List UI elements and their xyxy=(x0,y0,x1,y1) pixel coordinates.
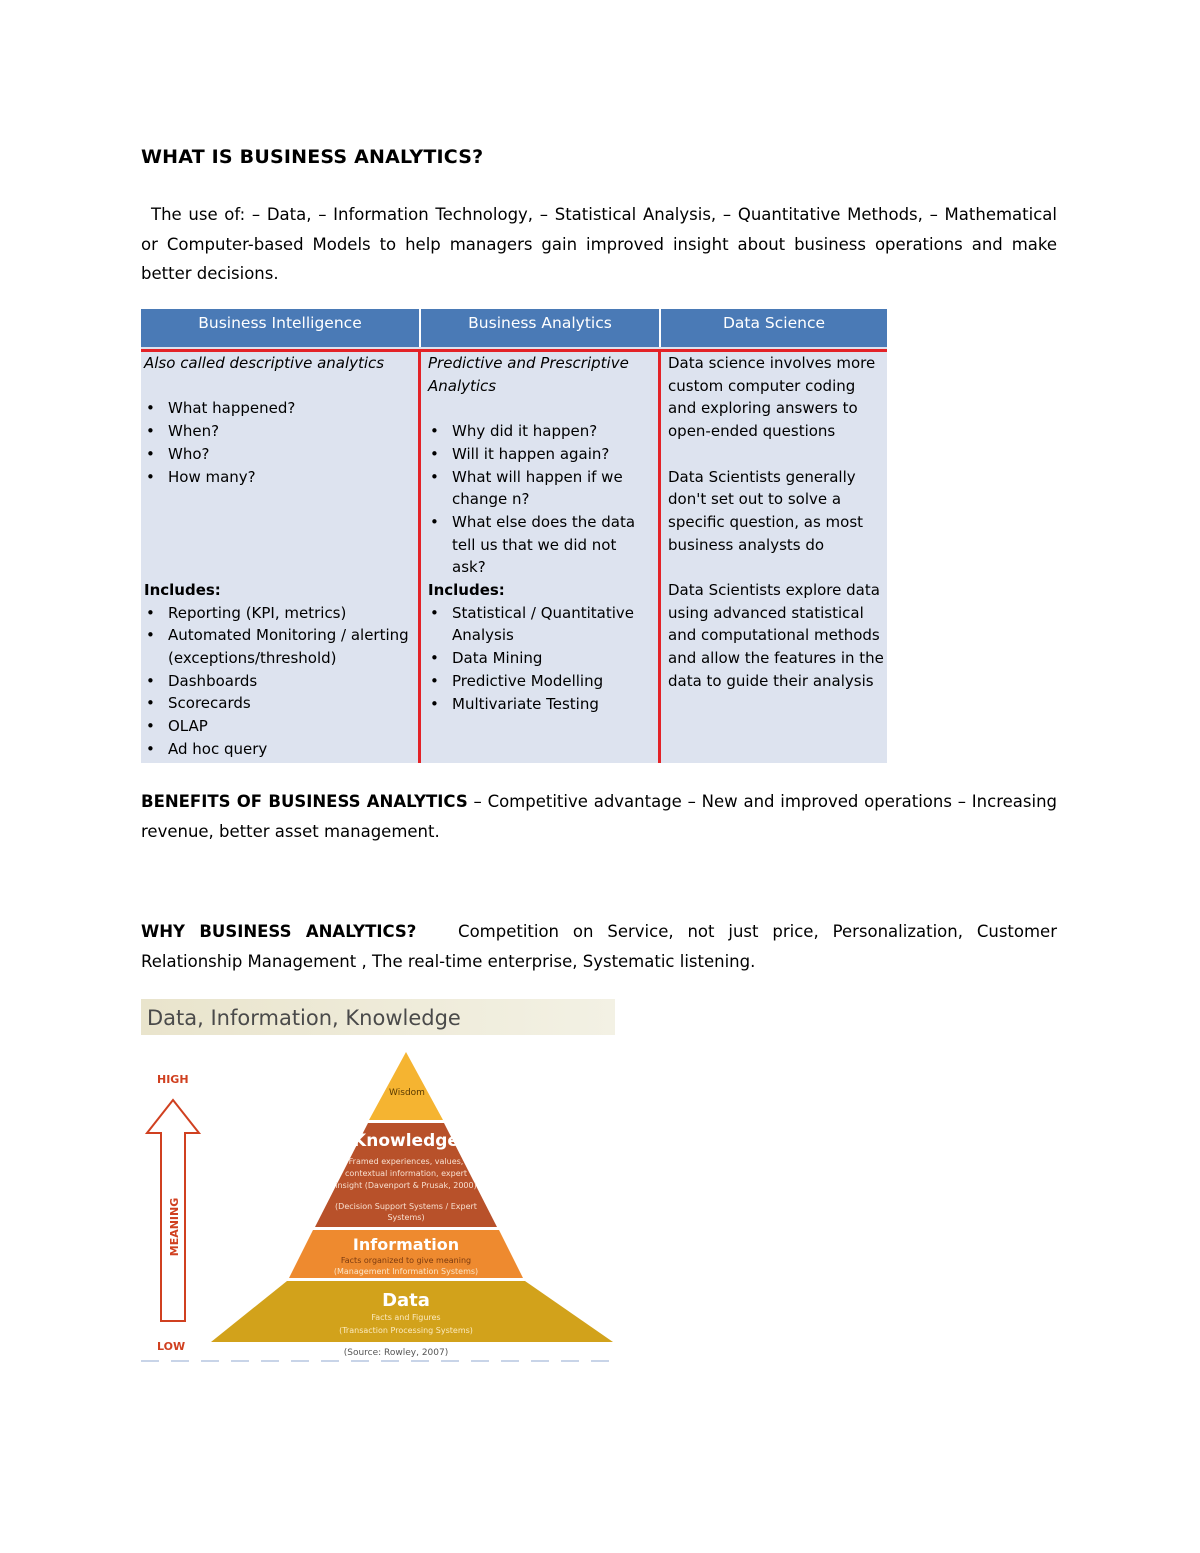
knowledge-line: (Decision Support Systems / Expert xyxy=(335,1202,477,1211)
ba-subtitle: Predictive and Prescriptive Analytics xyxy=(428,354,629,395)
column-business-analytics xyxy=(428,352,654,715)
low-label: LOW xyxy=(157,1340,186,1353)
list-item: • Ad hoc query xyxy=(144,738,414,761)
list-item: • Reporting (KPI, metrics) xyxy=(144,602,414,625)
data-title: Data xyxy=(382,1290,430,1311)
list-item: • OLAP xyxy=(144,715,414,738)
why-text: Competition on Service, not just price, Personalization, Customer Relationship Management , The real-time enterprise, Systematic listening. xyxy=(141,922,1063,971)
ds-paragraph: Data Scientists explore data using advanced statistical and computational methods and allow the features in the data to guide their analysis xyxy=(668,581,884,690)
list-item: • How many? xyxy=(144,466,414,489)
bi-includes-label: Includes: xyxy=(144,580,221,599)
data-line: Facts and Figures xyxy=(371,1313,441,1322)
wisdom-label: Wisdom xyxy=(389,1088,425,1098)
data-line: (Transaction Processing Systems) xyxy=(339,1326,473,1335)
why-label: WHY BUSINESS ANALYTICS? xyxy=(141,922,417,941)
header-data-science: Data Science xyxy=(722,314,826,332)
page-title: WHAT IS BUSINESS ANALYTICS? xyxy=(141,146,484,168)
table-header-row xyxy=(141,309,887,347)
list-item: • Who? xyxy=(144,443,414,466)
benefits-label: BENEFITS OF BUSINESS ANALYTICS xyxy=(141,792,468,811)
benefits-paragraph xyxy=(141,787,1057,846)
ba-includes-label: Includes: xyxy=(428,581,505,600)
knowledge-line: insight (Davenport & Prusak, 2000) xyxy=(335,1181,477,1190)
column-business-intelligence xyxy=(144,352,414,761)
list-item: • Multivariate Testing xyxy=(428,693,654,716)
figure-title: Data, Information, Knowledge xyxy=(147,1006,461,1030)
list-item: • What will happen if we change n? xyxy=(428,466,654,511)
list-item: • Why did it happen? xyxy=(428,420,654,443)
why-paragraph xyxy=(141,917,1063,976)
knowledge-line: Framed experiences, values, xyxy=(348,1157,464,1166)
ba-includes xyxy=(428,602,654,716)
dikw-pyramid-figure xyxy=(141,999,615,1364)
information-line: (Management Information Systems) xyxy=(333,1267,479,1276)
bi-questions xyxy=(144,397,414,488)
bi-subtitle: Also called descriptive analytics xyxy=(144,354,385,372)
meaning-label: MEANING xyxy=(168,1197,181,1257)
list-item: • Automated Monitoring / alerting (exceptions/threshold) xyxy=(144,624,414,669)
ba-questions xyxy=(428,420,654,579)
list-item: • Statistical / Quantitative Analysis xyxy=(428,602,654,647)
list-item: • What happened? xyxy=(144,397,414,420)
knowledge-title: Knowledge xyxy=(353,1131,459,1151)
knowledge-line: Systems) xyxy=(387,1213,425,1222)
list-item: • What else does the data tell us that we did not ask? xyxy=(428,511,654,579)
column-data-science xyxy=(668,352,886,693)
intro-paragraph: The use of: – Data, – Information Technology, – Statistical Analysis, – Quantitative Methods, – Mathematical or Computer-based Models to help managers gain improved insight about business operations and make better decisions. xyxy=(141,205,1057,283)
list-item: • When? xyxy=(144,420,414,443)
high-label: HIGH xyxy=(157,1073,189,1086)
list-item: • Will it happen again? xyxy=(428,443,654,466)
list-item: • Predictive Modelling xyxy=(428,670,654,693)
header-business-analytics: Business Analytics xyxy=(468,314,612,332)
pyramid-svg xyxy=(141,999,615,1364)
column-divider xyxy=(418,349,421,763)
ds-paragraph: Data science involves more custom computer coding and exploring answers to open-ended questions xyxy=(668,354,876,441)
knowledge-line: contextual information, expert xyxy=(344,1169,468,1178)
header-business-intelligence: Business Intelligence xyxy=(198,314,362,332)
list-item: • Scorecards xyxy=(144,692,414,715)
ds-paragraph: Data Scientists generally don't set out to solve a specific question, as most business analysts do xyxy=(668,467,864,554)
column-divider xyxy=(658,349,661,763)
comparison-table xyxy=(141,309,887,763)
benefits-text: – Competitive advantage – New and improved operations – Increasing revenue, better asset management. xyxy=(141,792,1057,841)
information-line: Facts organized to give meaning xyxy=(340,1256,472,1265)
list-item: • Dashboards xyxy=(144,670,414,693)
information-title: Information xyxy=(352,1235,460,1254)
list-item: • Data Mining xyxy=(428,647,654,670)
bi-includes xyxy=(144,602,414,761)
source-caption: (Source: Rowley, 2007) xyxy=(343,1348,449,1358)
